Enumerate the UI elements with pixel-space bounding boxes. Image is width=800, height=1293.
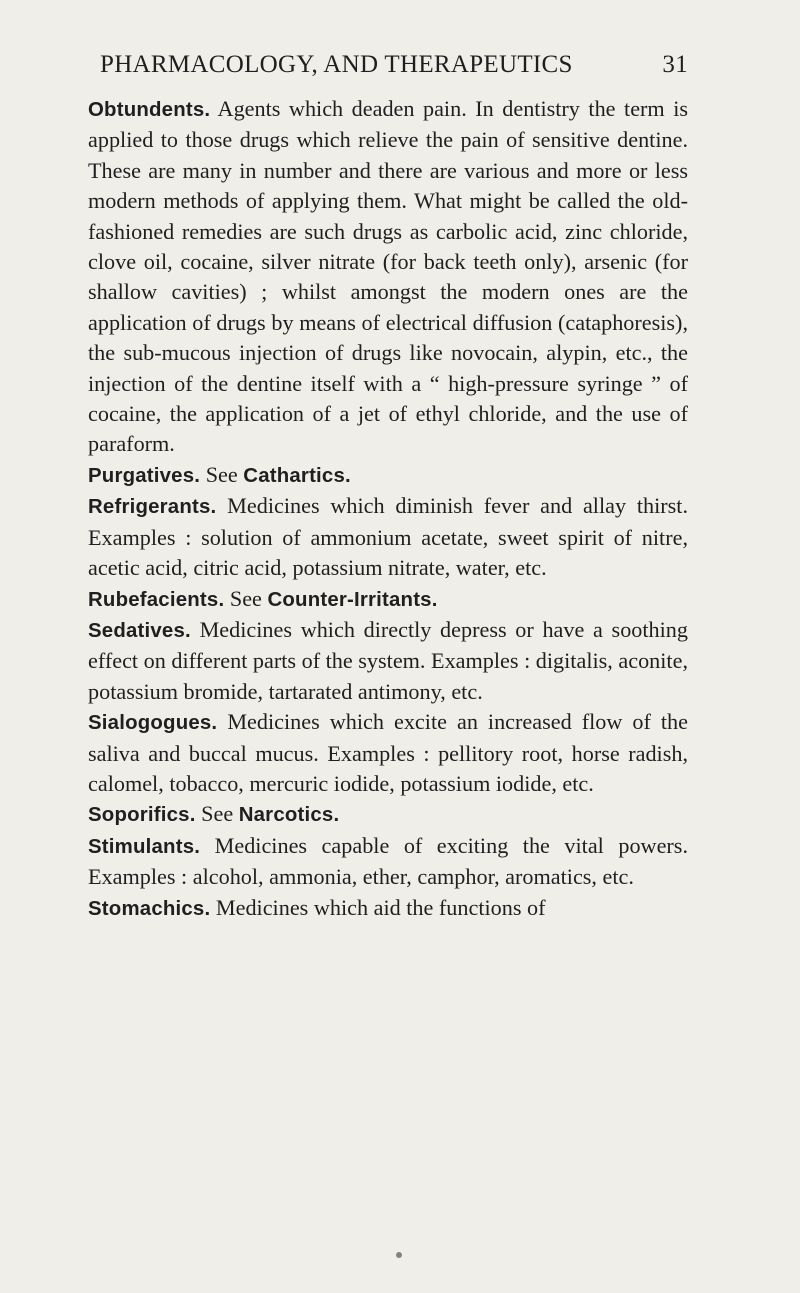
see-text: See <box>224 585 268 611</box>
see-text: See <box>200 461 244 487</box>
entry-term: Sialogogues. <box>88 712 218 735</box>
print-mark <box>396 1252 402 1258</box>
entry-definition: Agents which deaden pain. In dentistry the term is applied to those drugs which relieve the pain of sensitive dentine. These are many in number and there are various and more or less modern methods of applying them. What might be called the old-fashioned remedies are such drugs as carbolic acid, zinc chloride, clove oil, cocaine, silver nitrate (for back teeth only), arsenic (for shallow cavities) ; whilst amongst the modern ones are the application of drugs by means of electrical diffusion (cataphoresis), the sub-mucous injection of drugs like novocain, alypin, etc., the injection of the dentine itself with a “ high-pressure syringe ” of cocaine, the application of a jet of ethyl chloride, and the use of paraform. <box>88 96 688 457</box>
entry-term: Obtundents. <box>88 99 211 121</box>
cross-reference: Cathartics. <box>243 464 351 487</box>
cross-reference: Counter-Irritants. <box>267 588 438 611</box>
running-head <box>100 44 688 86</box>
entry-definition: Medicines which directly depress or have a soothing effect on different parts of the system. Examples : digitalis, aconite, potassium bromide, tartarated antimony, etc. <box>88 616 688 704</box>
glossary-content <box>88 94 688 924</box>
entry-term: Rubefacients. <box>88 588 225 611</box>
entry-definition: Medicines capable of exciting the vital powers. Examples : alcohol, ammonia, ether, camphor, aromatics, etc. <box>88 832 688 890</box>
entry-definition: Medicines which excite an increased flow of the saliva and buccal mucus. Examples : pellitory root, horse radish, calomel, tobacco, mercuric iodide, potassium iodide, etc. <box>88 709 688 796</box>
entry-term: Soporifics. <box>88 804 196 827</box>
entry-obtundents <box>88 94 688 460</box>
entry-sialogogues <box>88 707 688 799</box>
entry-sedatives <box>88 615 688 707</box>
running-head-title: PHARMACOLOGY, AND THERAPEUTICS <box>100 51 573 78</box>
entry-term: Purgatives. <box>88 464 201 487</box>
entry-purgatives <box>88 460 688 491</box>
see-text: See <box>195 801 239 827</box>
entry-definition: Medicines which diminish fever and allay thirst. Examples : solution of ammonium acetate, sweet spirit of nitre, acetic acid, citric acid, potassium nitrate, water, etc. <box>88 493 688 581</box>
entry-definition: Medicines which aid the functions of <box>210 894 546 920</box>
cross-reference: Narcotics. <box>238 804 340 827</box>
entry-refrigerants <box>88 491 688 583</box>
entry-soporifics <box>88 799 688 830</box>
entry-rubefacients <box>88 584 688 615</box>
entry-term: Stimulants. <box>88 835 201 858</box>
entry-term: Sedatives. <box>88 619 191 642</box>
page-number: 31 <box>662 51 688 78</box>
entry-term: Stomachics. <box>88 897 211 920</box>
entry-term: Refrigerants. <box>88 496 217 519</box>
entry-stomachics <box>88 893 688 924</box>
entry-stimulants <box>88 831 688 893</box>
